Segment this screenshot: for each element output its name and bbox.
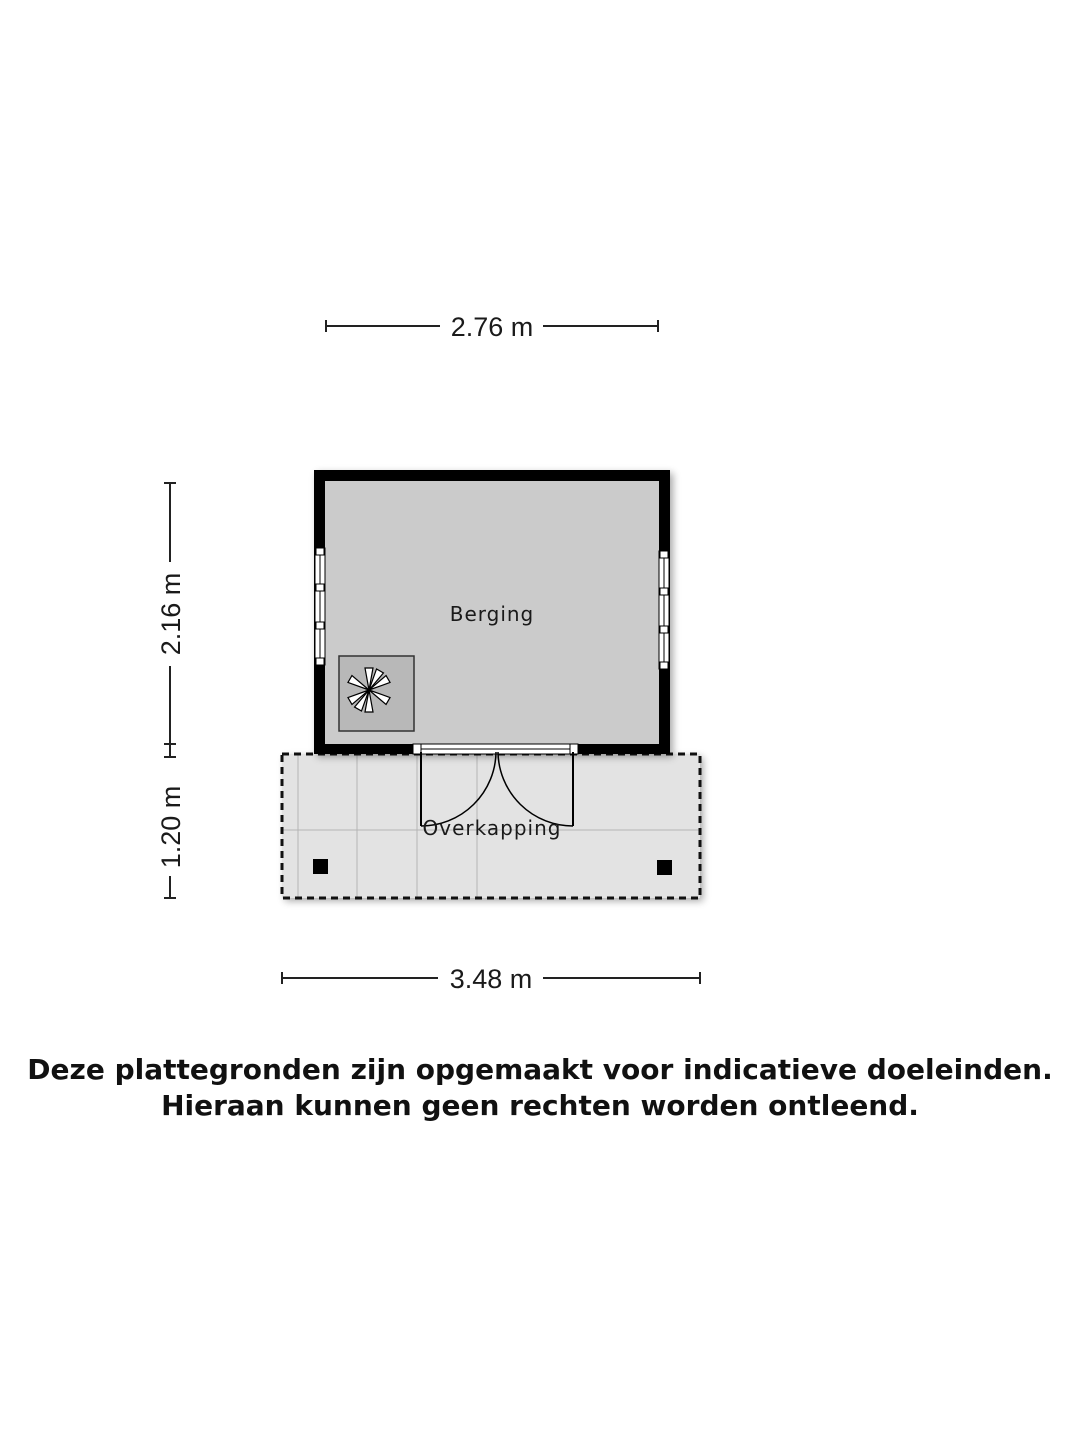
dimension-bottom-label: 3.48 m [449,964,533,994]
dimension-bottom [282,964,700,994]
disclaimer [0,1052,1080,1124]
dimension-top [326,312,658,342]
fan-icon [339,656,414,731]
dimension-top-label: 2.76 m [450,312,534,342]
room-label-overkapping: Overkapping [422,816,562,840]
support-post-left [313,859,328,874]
dimension-left-berging-label: 2.16 m [156,572,186,656]
window-left [315,548,325,665]
room-label-berging: Berging [449,602,535,626]
disclaimer-line-1: Deze plattegronden zijn opgemaakt voor indicatieve doeleinden. [27,1053,1053,1086]
support-post-right [657,860,672,875]
dimension-left-overkapping-label: 1.20 m [156,785,186,869]
disclaimer-line-2: Hieraan kunnen geen rechten worden ontleend. [161,1089,919,1122]
window-right [659,551,669,669]
dimension-left [156,483,186,898]
